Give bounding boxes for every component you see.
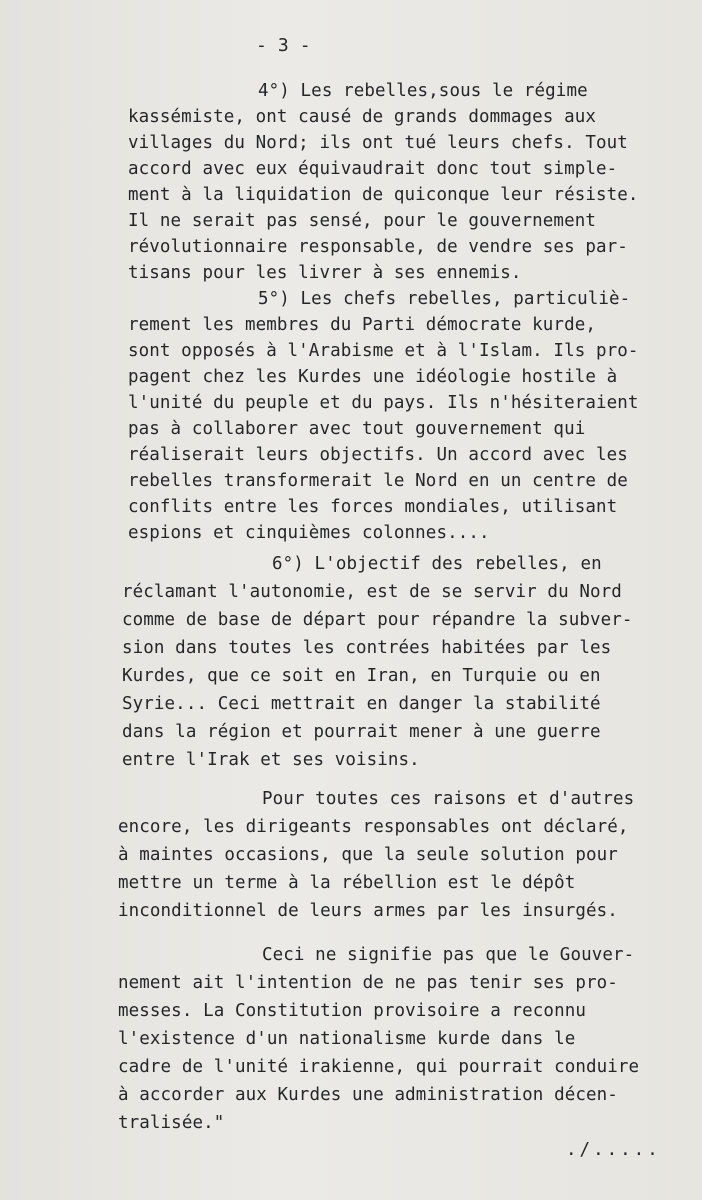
continuation-mark: ./..... — [566, 1140, 661, 1160]
text-line: entre l'Irak et ses voisins. — [122, 750, 420, 770]
text-line: 5°) Les chefs rebelles, particuliè- — [258, 289, 631, 309]
text-line: ment à la liquidation de quiconque leur résiste. — [128, 185, 639, 205]
page-number: - 3 - — [256, 35, 311, 56]
text-line: 4°) Les rebelles,sous le régime — [258, 81, 588, 101]
text-line: à maintes occasions, que la seule solution pour — [118, 845, 618, 865]
text-line: accord avec eux équivaudrait donc tout simple- — [128, 159, 618, 179]
text-line: sont opposés à l'Arabisme et à l'Islam. Ils pro- — [128, 341, 639, 361]
text-line: réaliserait leurs objectifs. Un accord avec les — [128, 445, 628, 465]
text-line: révolutionnaire responsable, de vendre ses par- — [128, 237, 628, 257]
text-line: rebelles transformerait le Nord en un centre de — [128, 471, 628, 491]
text-line: messes. La Constitution provisoire a reconnu — [118, 1001, 586, 1021]
text-line: encore, les dirigeants responsables ont déclaré, — [118, 817, 629, 837]
text-line: l'existence d'un nationalisme kurde dans le — [118, 1029, 576, 1049]
text-line: l'unité du peuple et du pays. Ils n'hésiteraient — [128, 393, 639, 413]
text-line: rement les membres du Parti démocrate kurde, — [128, 315, 596, 335]
text-line: nement ait l'intention de ne pas tenir ses pro- — [118, 973, 618, 993]
text-line: Syrie... Ceci mettrait en danger la stabilité — [122, 694, 601, 714]
text-line: tralisée." — [118, 1113, 225, 1133]
text-line: kassémiste, ont causé de grands dommages aux — [128, 107, 596, 127]
text-line: inconditionnel de leurs armes par les insurgés. — [118, 901, 618, 921]
text-line: dans la région et pourrait mener à une guerre — [122, 722, 601, 742]
text-line: réclamant l'autonomie, est de se servir du Nord — [122, 582, 622, 602]
text-line: cadre de l'unité irakienne, qui pourrait conduire — [118, 1057, 640, 1077]
text-line: tisans pour les livrer à ses ennemis. — [128, 263, 522, 283]
text-line: espions et cinquièmes colonnes.... — [128, 523, 490, 543]
text-line: sion dans toutes les contrées habitées par les — [122, 638, 612, 658]
text-line: pagent chez les Kurdes une idéologie hostile à — [128, 367, 618, 387]
text-line: Il ne serait pas sensé, pour le gouvernement — [128, 211, 596, 231]
text-line: pas à collaborer avec tout gouvernement qui — [128, 419, 586, 439]
text-line: conflits entre les forces mondiales, utilisant — [128, 497, 618, 517]
text-line: villages du Nord; ils ont tué leurs chefs. Tout — [128, 133, 628, 153]
text-line: Ceci ne signifie pas que le Gouver- — [262, 945, 635, 965]
text-line: comme de base de départ pour répandre la subver- — [122, 610, 633, 630]
text-line: Kurdes, que ce soit en Iran, en Turquie ou en — [122, 666, 601, 686]
text-line: à accorder aux Kurdes une administration décen- — [118, 1085, 618, 1105]
text-line: mettre un terme à la rébellion est le dépôt — [118, 873, 576, 893]
text-line: 6°) L'objectif des rebelles, en — [272, 554, 602, 574]
text-line: Pour toutes ces raisons et d'autres — [262, 789, 635, 809]
